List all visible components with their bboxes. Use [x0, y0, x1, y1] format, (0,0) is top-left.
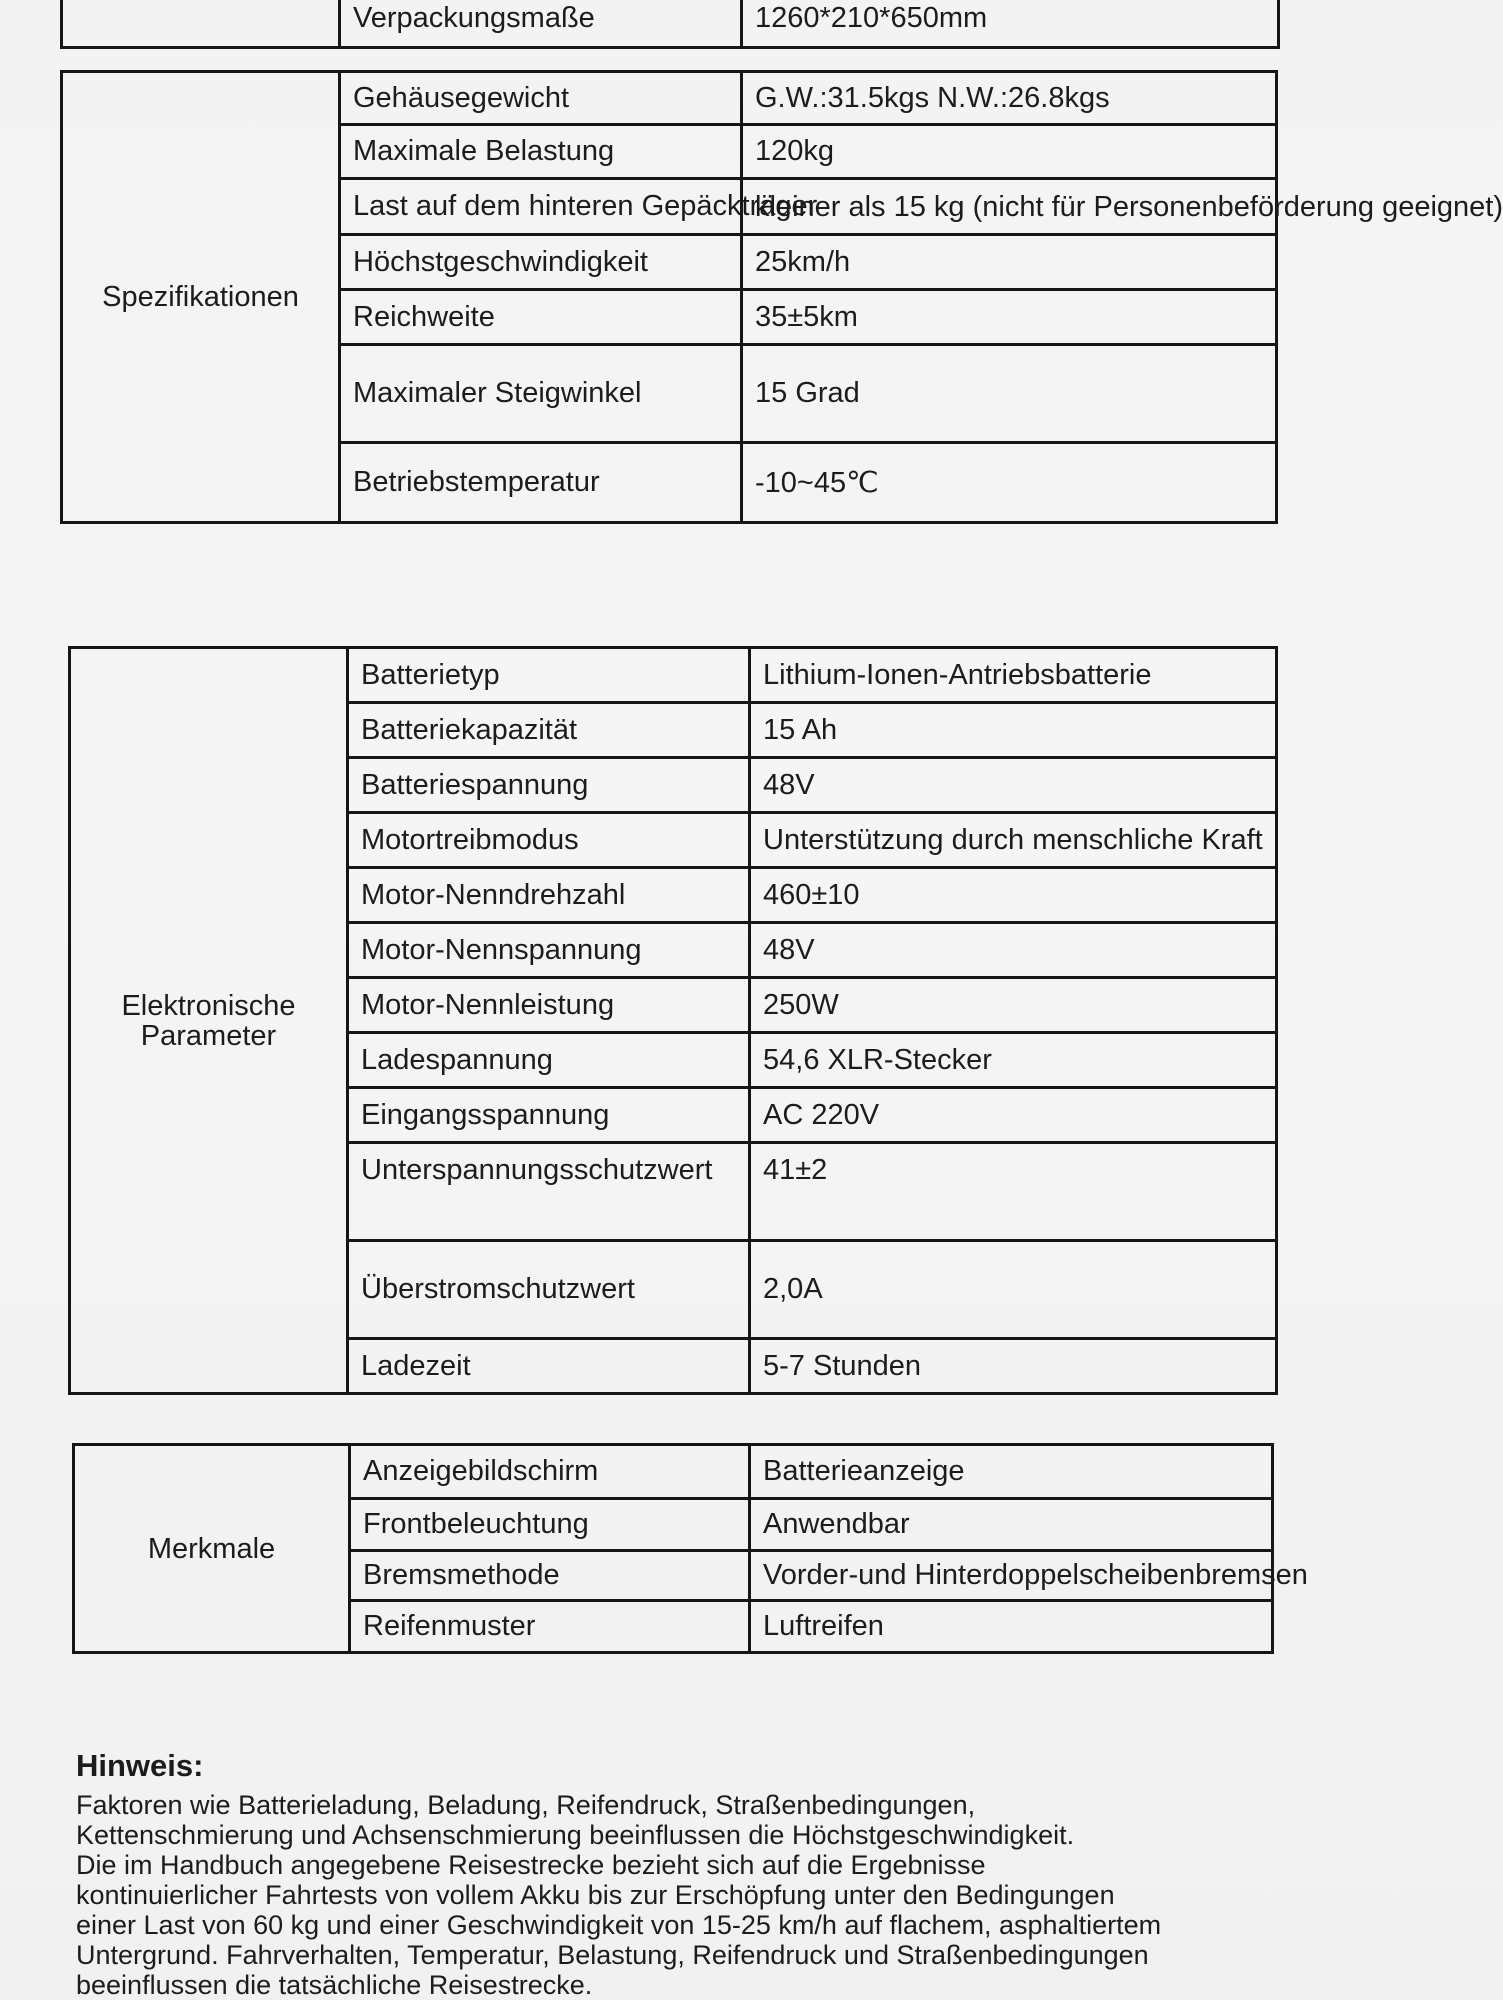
- spec-value: 25km/h: [742, 235, 1277, 290]
- spec-label: Ladezeit: [348, 1339, 750, 1394]
- spec-label: Batteriespannung: [348, 758, 750, 813]
- note-line: Untergrund. Fahrverhalten, Temperatur, Belastung, Reifendruck und Straßenbedingungen: [76, 1940, 1149, 1970]
- table-row: [62, 0, 1279, 48]
- spec-label: Unterspannungsschutzwert: [348, 1143, 750, 1241]
- spec-label: Batteriekapazität: [348, 703, 750, 758]
- spec-value: Batterieanzeige: [750, 1445, 1273, 1499]
- spec-label: Höchstgeschwindigkeit: [340, 235, 742, 290]
- spec-value: 2,0A: [750, 1241, 1277, 1339]
- spec-value: 41±2: [750, 1143, 1277, 1241]
- spec-value: 15 Ah: [750, 703, 1277, 758]
- note-body: [76, 1790, 1326, 2000]
- spec-label: Maximaler Steigwinkel: [340, 345, 742, 443]
- spec-label: Motor-Nennspannung: [348, 923, 750, 978]
- spec-label: Batterietyp: [348, 648, 750, 703]
- group-label-elektronik: Elektronische Parameter: [70, 648, 348, 1394]
- spec-label: Überstromschutzwert: [348, 1241, 750, 1339]
- group-label-merkmale: Merkmale: [74, 1445, 350, 1653]
- spec-label: Reichweite: [340, 290, 742, 345]
- note-line: kontinuierlicher Fahrtests von vollem Akku bis zur Erschöpfung unter den Bedingungen: [76, 1880, 1115, 1910]
- table-row: [74, 1445, 1273, 1499]
- spec-label: Motor-Nenndrehzahl: [348, 868, 750, 923]
- spec-value: Anwendbar: [750, 1499, 1273, 1551]
- spec-value: kleiner als 15 kg (nicht für Personenbeförderung geeignet): [742, 179, 1277, 235]
- spec-value: 48V: [750, 923, 1277, 978]
- spec-label: Betriebstemperatur: [340, 443, 742, 523]
- spec-value: 120kg: [742, 125, 1277, 179]
- spec-value: 54,6 XLR-Stecker: [750, 1033, 1277, 1088]
- spec-label: Reifenmuster: [350, 1601, 750, 1653]
- merkmale-table: [72, 1443, 1308, 1654]
- spec-label: Eingangsspannung: [348, 1088, 750, 1143]
- spec-label: Motor-Nennleistung: [348, 978, 750, 1033]
- spec-label: Last auf dem hinteren Gepäckträger: [340, 179, 742, 235]
- spec-value: 460±10: [750, 868, 1277, 923]
- table-row: [70, 648, 1277, 703]
- note-title: Hinweis:: [76, 1748, 204, 1783]
- group-label-spezifikationen: Spezifikationen: [62, 72, 340, 523]
- group-cell: [62, 0, 340, 48]
- spec-value: 35±5km: [742, 290, 1277, 345]
- spec-value: 250W: [750, 978, 1277, 1033]
- spec-label: Frontbeleuchtung: [350, 1499, 750, 1551]
- spec-label: Verpackungsmaße: [340, 0, 742, 48]
- spec-value: 1260*210*650mm: [742, 0, 1279, 48]
- note-line: Die im Handbuch angegebene Reisestrecke bezieht sich auf die Ergebnisse: [76, 1850, 986, 1880]
- spec-value: 15 Grad: [742, 345, 1277, 443]
- spec-value: Luftreifen: [750, 1601, 1273, 1653]
- note-line: beeinflussen die tatsächliche Reisestrecke.: [76, 1970, 593, 2000]
- spec-label: Motortreibmodus: [348, 813, 750, 868]
- elektronik-table: [68, 646, 1278, 1395]
- spec-label: Maximale Belastung: [340, 125, 742, 179]
- spec-label: Gehäusegewicht: [340, 72, 742, 125]
- spec-value: Vorder-und Hinterdoppelscheibenbremsen: [750, 1551, 1273, 1601]
- spec-value: G.W.:31.5kgs N.W.:26.8kgs: [742, 72, 1277, 125]
- spec-value: 48V: [750, 758, 1277, 813]
- spezifikationen-table: [60, 70, 1503, 524]
- spec-value: Lithium-Ionen-Antriebsbatterie: [750, 648, 1277, 703]
- spec-value: Unterstützung durch menschliche Kraft: [750, 813, 1277, 868]
- note-line: Kettenschmierung und Achsenschmierung beeinflussen die Höchstgeschwindigkeit.: [76, 1820, 1075, 1850]
- spec-label: Ladespannung: [348, 1033, 750, 1088]
- note-section: [76, 1748, 1326, 2000]
- table-row: [62, 72, 1277, 125]
- note-line: einer Last von 60 kg und einer Geschwindigkeit von 15-25 km/h auf flachem, asphaltiertem: [76, 1910, 1162, 1940]
- note-line: Faktoren wie Batterieladung, Beladung, Reifendruck, Straßenbedingungen,: [76, 1790, 976, 1820]
- spec-label: Anzeigebildschirm: [350, 1445, 750, 1499]
- spec-value: 5-7 Stunden: [750, 1339, 1277, 1394]
- spec-value: -10~45℃: [742, 443, 1277, 523]
- spec-value: AC 220V: [750, 1088, 1277, 1143]
- packaging-table: [60, 0, 1280, 49]
- spec-label: Bremsmethode: [350, 1551, 750, 1601]
